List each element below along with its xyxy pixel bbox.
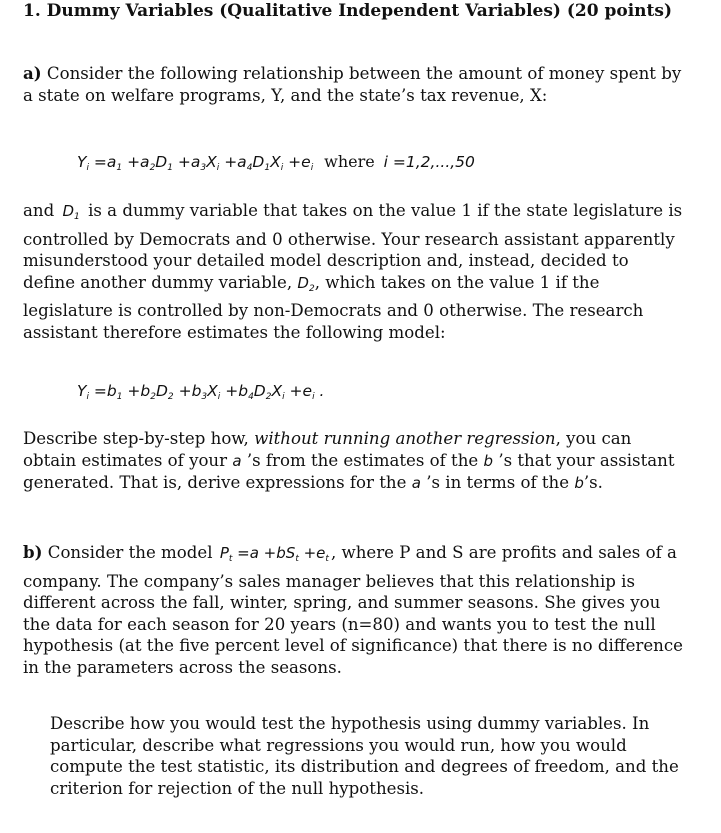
eq1-range: i =1,2,...,50 — [383, 153, 475, 171]
part-b-text-1: Consider the model — [47, 543, 213, 562]
q-symbol-b-2: b — [574, 474, 584, 492]
eq1-where: where — [324, 152, 375, 171]
part-b-describe: Describe how you would test the hypothesis using dummy variables. In particular, describe what regressions you would run, how you would compute the test statistic, its distribution and degrees of freedom, and the criterion for rejection of the null hypothesis. — [50, 714, 679, 798]
question-title: 1. Dummy Variables (Qualitative Independent Variables) (20 points) — [23, 1, 673, 21]
part-a-paragraph-2: and $D_1$ is a dummy variable that takes on the value 1 if the state legislature is controlled by Democrats and 0 otherwise. Your research assistant apparently misunderstood your detailed model description and, instead, decided to define another dummy variable, $D_2$, which takes on the value 1 if the legislature is controlled by non-Democrats and 0 otherwise. The research assistant therefore estimates the following model: — [23, 201, 683, 342]
q-emphasis: without running another regression — [254, 429, 556, 448]
part-a-intro-text: Consider the following relationship between the amount of money spent by a state on welfare programs, Y, and the state’s tax revenue, X: — [23, 64, 682, 105]
part-b-equation: $P_t =a +bS_t +e_t$ — [219, 544, 329, 564]
q-text-5: ’s in terms of the — [426, 473, 570, 492]
q-text-2: , you can obtain estimates of your — [23, 429, 632, 470]
p2-var: D — [62, 202, 75, 220]
part-b-text-2: , where P and S are profits and sales of a company. The company’s sales manager believes that this relationship is different across the fall, winter, spring, and summer seasons. She gives you the data for each season for 20 years (n=80) and wants you to test the null hypothesis (at the five percent level of significance) that there is no difference in the parameters across the seasons. — [23, 543, 683, 677]
q-symbol-b: b — [483, 451, 494, 470]
part-a-question — [23, 428, 683, 495]
part-b-label: b) — [23, 542, 43, 562]
part-a-intro — [23, 63, 683, 106]
q-text-3: ’s from the estimates of the — [246, 450, 479, 470]
equation-2: $Y_i =b_1 +b_2D_2 +b_3X_i +b_4D_2X_i +e_i$ . — [77, 382, 325, 402]
part-a-label: a) — [23, 63, 42, 83]
eq1-lhs: Y — [77, 153, 87, 171]
p2-var-2: D — [297, 273, 309, 292]
q-text-6: ’s. — [583, 473, 603, 492]
q-symbol-a-2: a — [411, 474, 421, 492]
p2-and: and — [23, 201, 55, 220]
q-symbol-a: a — [232, 451, 242, 470]
q-text-1: Describe step-by-step how, — [23, 429, 249, 448]
equation-1: $Y_i =a_1 +a_2D_1 +a_3X_i +a_4D_1X_i +e_i$ where i =1,2,...,50 — [77, 152, 475, 173]
part-b — [23, 542, 683, 678]
p2-text-2: , which takes on the value 1 if the legislature is controlled by non-Democrats and 0 otherwise. The research assistant therefore estimates the following model: — [23, 272, 644, 342]
q-text-4: ’s that your assistant generated. That is, derive expressions for the — [23, 450, 675, 492]
p2-text-1: is a dummy variable that takes on the value 1 if the state legislature is controlled by Democrats and 0 otherwise. Your research assistant apparently misunderstood your detailed model description and, instead, decided to define another dummy variable, — [23, 201, 683, 292]
